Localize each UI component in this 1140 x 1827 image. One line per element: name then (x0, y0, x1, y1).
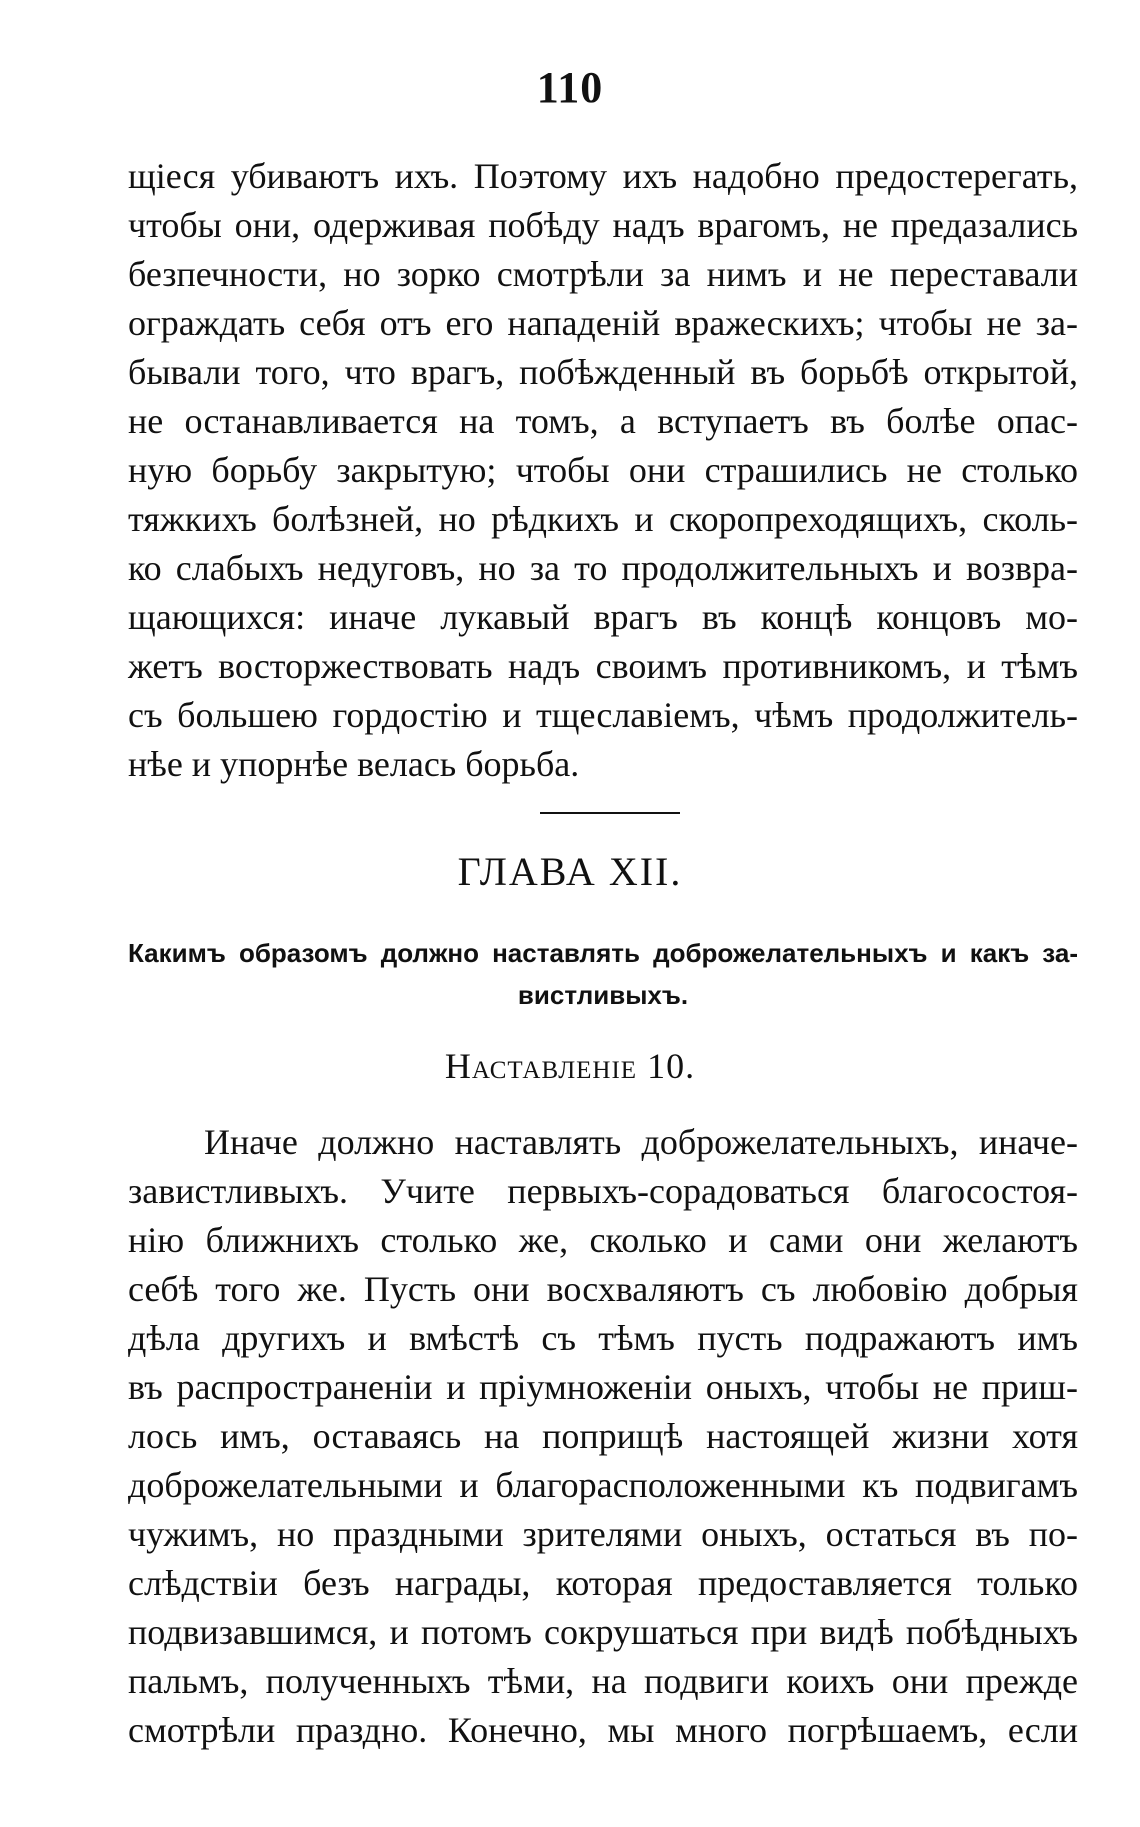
chapter-subtitle-line: вистливыхъ. (517, 980, 689, 1010)
text-line: ную борьбу закрытую; чтобы они страшились не столько (128, 450, 1078, 490)
paragraph-continuation (128, 152, 1078, 789)
text-line: себѣ того же. Пусть они восхваляютъ съ любовію добрыя (128, 1269, 1078, 1309)
text-line: съ большею гордостію и тщеславіемъ, чѣмъ продолжитель- (128, 695, 1078, 735)
text-line: тяжкихъ болѣзней, но рѣдкихъ и скоропреходящихъ, сколь- (128, 499, 1078, 539)
text-line: жетъ восторжествовать надъ своимъ противникомъ, и тѣмъ (128, 646, 1078, 686)
text-line: ко слабыхъ недуговъ, но за то продолжительныхъ и возвра- (128, 548, 1078, 588)
text-line: лось имъ, оставаясь на поприщѣ настоящей жизни хотя (128, 1416, 1078, 1456)
chapter-title: ГЛАВА XII. (457, 849, 683, 894)
paragraph-instruction (128, 1118, 1078, 1755)
instruction-heading: Наставленіе 10. (444, 1046, 696, 1086)
text-line: бывали того, что врагъ, побѣжденный въ борьбѣ открытой, (128, 352, 1078, 392)
text-line: дѣла другихъ и вмѣстѣ съ тѣмъ пусть подражаютъ имъ (128, 1318, 1078, 1358)
text-line: щіеся убиваютъ ихъ. Поэтому ихъ надобно предостерегать, (128, 156, 1078, 196)
chapter-subtitle-line: Какимъ образомъ должно наставлять доброжелательныхъ и какъ за- (128, 938, 1078, 968)
text-line: въ распространеніи и пріумноженіи оныхъ, чтобы не приш- (128, 1367, 1078, 1407)
text-line: щающихся: иначе лукавый врагъ въ концѣ концовъ мо- (128, 597, 1078, 637)
text-line: нію ближнихъ столько же, сколько и сами они желаютъ (128, 1220, 1078, 1260)
text-line: чтобы они, одерживая побѣду надъ врагомъ, не предазались (128, 205, 1078, 245)
text-line: ограждать себя отъ его нападеній вражескихъ; чтобы не за- (128, 303, 1078, 343)
text-line: доброжелательными и благорасположенными къ подвигамъ (128, 1465, 1078, 1505)
text-line: не останавливается на томъ, а вступаетъ въ болѣе опас- (128, 401, 1078, 441)
page-number: 110 (536, 63, 604, 112)
text-line: подвизавшимся, и потомъ сокрушаться при видѣ побѣдныхъ (128, 1612, 1078, 1652)
chapter-subtitle (128, 932, 1078, 1016)
text-line: безпечности, но зорко смотрѣли за нимъ и не переставали (128, 254, 1078, 294)
text-line: нѣе и упорнѣе велась борьба. (128, 744, 580, 784)
text-line: Иначе должно наставлять доброжелательныхъ, иначе- (204, 1122, 1078, 1162)
text-line: пальмъ, полученныхъ тѣми, на подвиги коихъ они прежде (128, 1661, 1078, 1701)
text-line: чужимъ, но праздными зрителями оныхъ, остаться въ по- (128, 1514, 1078, 1554)
text-line: завистливыхъ. Учите первыхъ-сорадоваться благосостоя- (128, 1171, 1078, 1211)
text-line: смотрѣли праздно. Конечно, мы много погрѣшаемъ, если (128, 1710, 1078, 1750)
text-line: слѣдствіи безъ награды, которая предоставляется только (128, 1563, 1078, 1603)
section-divider (540, 812, 680, 814)
